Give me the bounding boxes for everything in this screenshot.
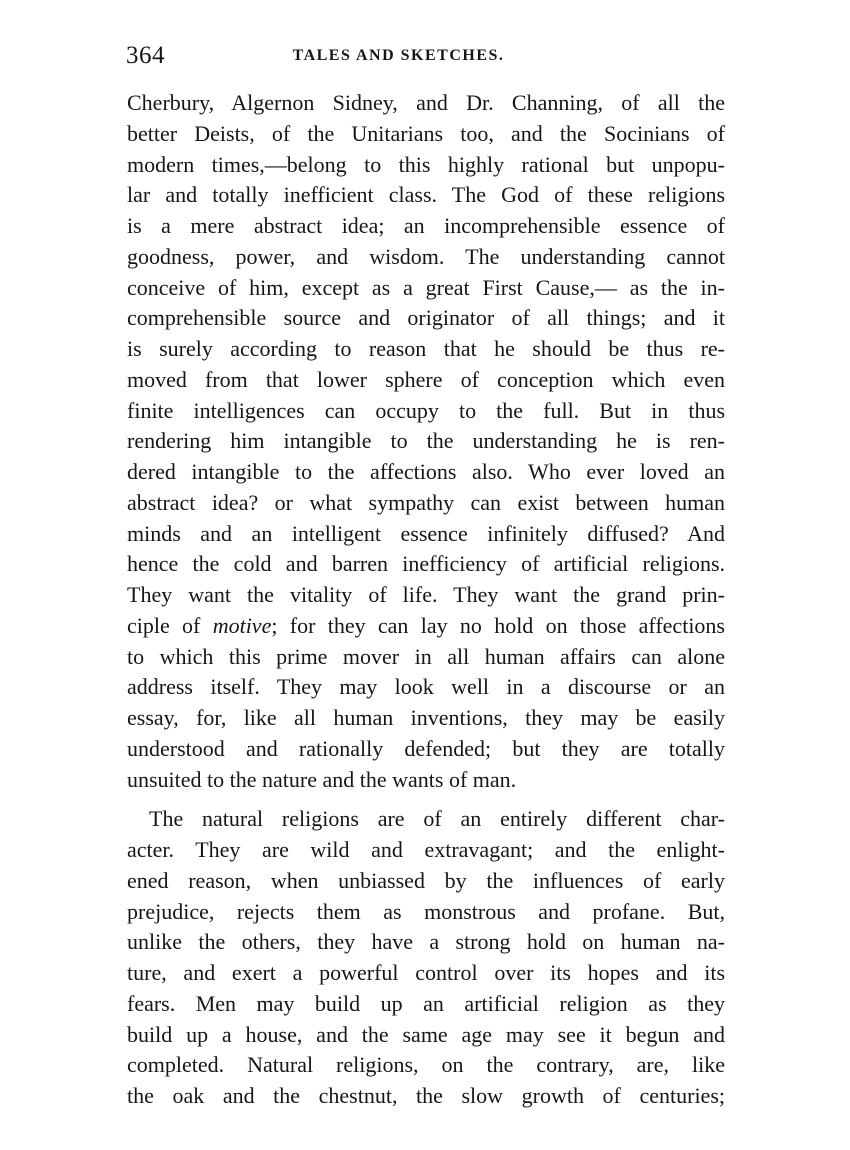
text-line: completed. Natural religions, on the contrary, are, like xyxy=(127,1052,725,1078)
text-line: They want the vitality of life. They want the grand prin- xyxy=(127,582,725,607)
text-line: comprehensible source and originator of all things; and it xyxy=(127,305,725,331)
body-text xyxy=(127,88,725,1112)
text-line: is surely according to reason that he should be thus re- xyxy=(127,336,725,361)
text-line: finite intelligences can occupy to the full. But in thus xyxy=(127,397,725,423)
text-line: hence the cold and barren inefficiency of artificial religions. xyxy=(127,551,725,577)
text-line: goodness, power, and wisdom. The understanding cannot xyxy=(127,243,725,269)
text-line: The natural religions are of an entirely different char- xyxy=(149,806,725,832)
page-number: 364 xyxy=(126,42,165,69)
text-line: acter. They are wild and extravagant; and the enlight- xyxy=(127,837,725,862)
text-line: understood and rationally defended; but they are totally xyxy=(127,735,725,761)
text-line: lar and totally inefficient class. The God of these religions xyxy=(127,182,725,208)
text-line: Cherbury, Algernon Sidney, and Dr. Channing, of all the xyxy=(127,90,725,115)
text-line: conceive of him, except as a great First Cause,— as the in- xyxy=(127,274,725,300)
text-line: prejudice, rejects them as monstrous and profane. But, xyxy=(127,898,725,924)
text-line: modern times,—belong to this highly rational but unpopu- xyxy=(127,151,725,177)
text-line: unlike the others, they have a strong hold on human na- xyxy=(127,929,725,955)
running-head xyxy=(126,42,726,72)
text-line-with-emphasis xyxy=(127,611,725,642)
text-line: build up a house, and the same age may see it begun and xyxy=(127,1021,725,1047)
paragraph xyxy=(127,88,725,795)
running-title: TALES AND SKETCHES. xyxy=(292,47,505,64)
text-line: better Deists, of the Unitarians too, and the Socinians of xyxy=(127,120,725,146)
text-line: the oak and the chestnut, the slow growth of centuries; xyxy=(127,1083,725,1108)
text-line: essay, for, like all human inventions, they may be easily xyxy=(127,705,725,730)
text-fragment: ; for they can lay no hold on those affections xyxy=(271,612,725,638)
text-line: unsuited to the nature and the wants of man. xyxy=(127,766,517,792)
text-line: abstract idea? or what sympathy can exist between human xyxy=(127,489,725,515)
text-line: moved from that lower sphere of conception which even xyxy=(127,366,725,392)
text-line: ened reason, when unbiassed by the influences of early xyxy=(127,867,725,893)
text-line: address itself. They may look well in a discourse or an xyxy=(127,674,725,700)
text-line: minds and an intelligent essence infinitely diffused? And xyxy=(127,520,725,546)
emphasized-word: motive xyxy=(212,612,272,638)
text-fragment: ciple of xyxy=(127,612,213,638)
text-line: ture, and exert a powerful control over its hopes and its xyxy=(127,960,725,985)
text-line: is a mere abstract idea; an incomprehensible essence of xyxy=(127,213,725,238)
text-line: dered intangible to the affections also. Who ever loved an xyxy=(127,459,725,484)
text-line: rendering him intangible to the understanding he is ren- xyxy=(127,428,725,454)
text-line: to which this prime mover in all human affairs can alone xyxy=(127,643,725,669)
paragraph xyxy=(127,804,725,1112)
text-line: fears. Men may build up an artificial religion as they xyxy=(127,990,725,1016)
